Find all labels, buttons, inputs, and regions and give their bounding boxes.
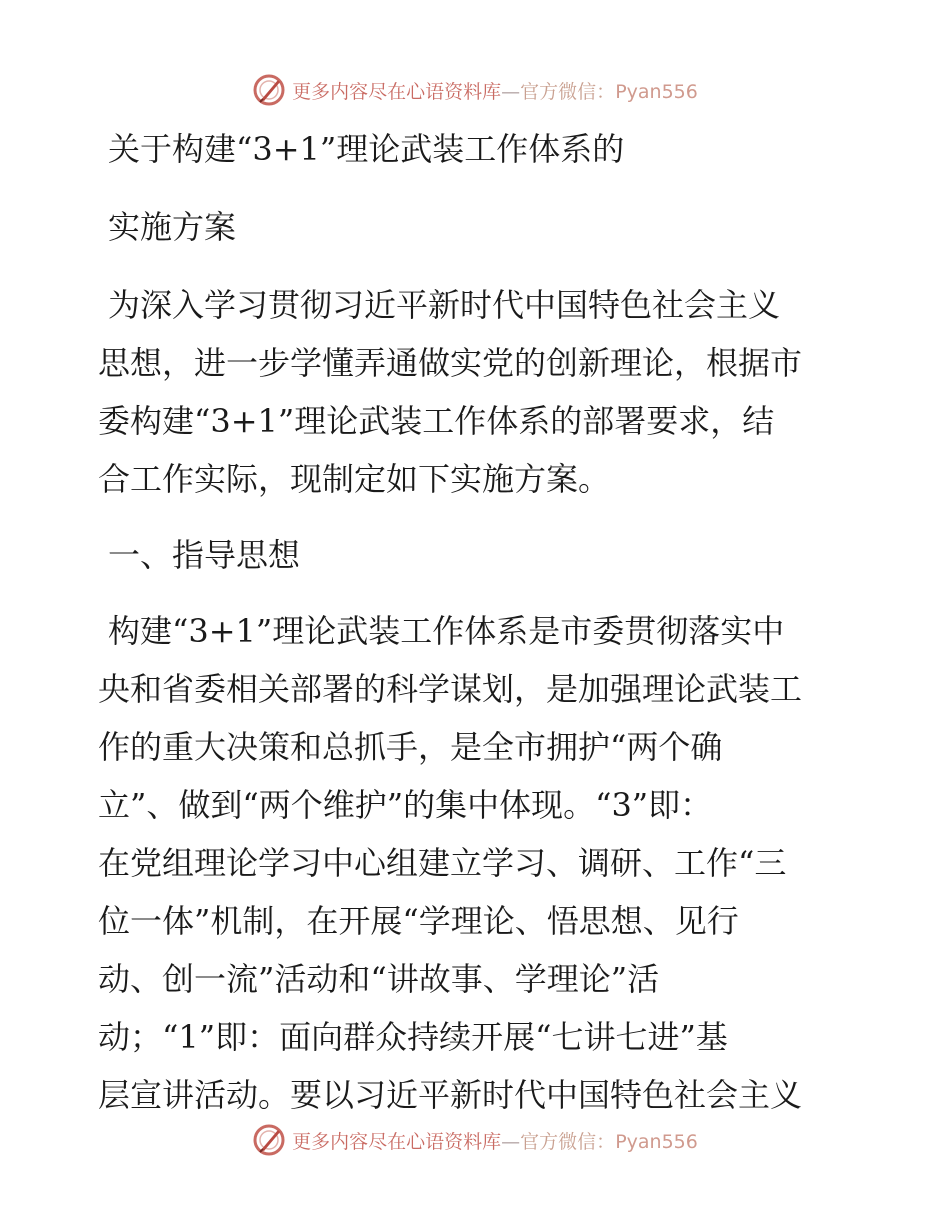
watermark-brand: 更多内容尽在心语资料库: [292, 80, 502, 103]
document-body: [98, 120, 858, 1124]
section-1-line: 层宣讲活动。要以习近平新时代中国特色社会主义: [98, 1076, 803, 1114]
watermark-wechat-id: Pyan556: [615, 80, 698, 103]
watermark-wechat-label: 官方微信：: [520, 80, 616, 103]
section-1-line: 构建“3+1”理论武装工作体系是市委贯彻落实中: [108, 612, 785, 650]
watermark-brand: 更多内容尽在心语资料库: [292, 1130, 502, 1153]
watermark-wechat-id: Pyan556: [615, 1130, 698, 1153]
quill-seal-icon: [252, 73, 286, 107]
intro-line: 为深入学习贯彻习近平新时代中国特色社会主义: [108, 286, 781, 324]
intro-line: 合工作实际，现制定如下实施方案。: [98, 460, 611, 498]
document-title-line-1: 关于构建“3+1”理论武装工作体系的: [108, 130, 625, 168]
section-1-line: 动、创一流”活动和“讲故事、学理论”活: [98, 960, 660, 998]
quill-seal-icon: [252, 1123, 286, 1157]
section-1-paragraph: [98, 602, 858, 1124]
document-title-line-2: 实施方案: [108, 208, 237, 246]
section-1-line: 央和省委相关部署的科学谋划，是加强理论武装工: [98, 670, 803, 708]
intro-paragraph: [98, 276, 858, 508]
section-1-line: 动；“1”即：面向群众持续开展“七讲七进”基: [98, 1018, 728, 1056]
watermark-separator: —: [501, 80, 521, 103]
section-1-line: 位一体”机制，在开展“学理论、悟思想、见行: [98, 902, 739, 940]
section-1-line: 在党组理论学习中心组建立学习、调研、工作“三: [98, 844, 787, 882]
intro-line: 委构建“3+1”理论武装工作体系的部署要求，结: [98, 402, 775, 440]
footer-watermark: [0, 1120, 950, 1160]
watermark-wechat-label: 官方微信：: [520, 1130, 616, 1153]
header-watermark: [0, 70, 950, 110]
intro-line: 思想，进一步学懂弄通做实党的创新理论，根据市: [98, 344, 803, 382]
watermark-separator: —: [501, 1130, 521, 1153]
section-1-line: 立”、做到“两个维护”的集中体现。“3”即：: [98, 786, 713, 824]
section-heading-guiding-ideology: 一、指导思想: [108, 536, 301, 574]
section-1-line: 作的重大决策和总抓手，是全市拥护“两个确: [98, 728, 723, 766]
